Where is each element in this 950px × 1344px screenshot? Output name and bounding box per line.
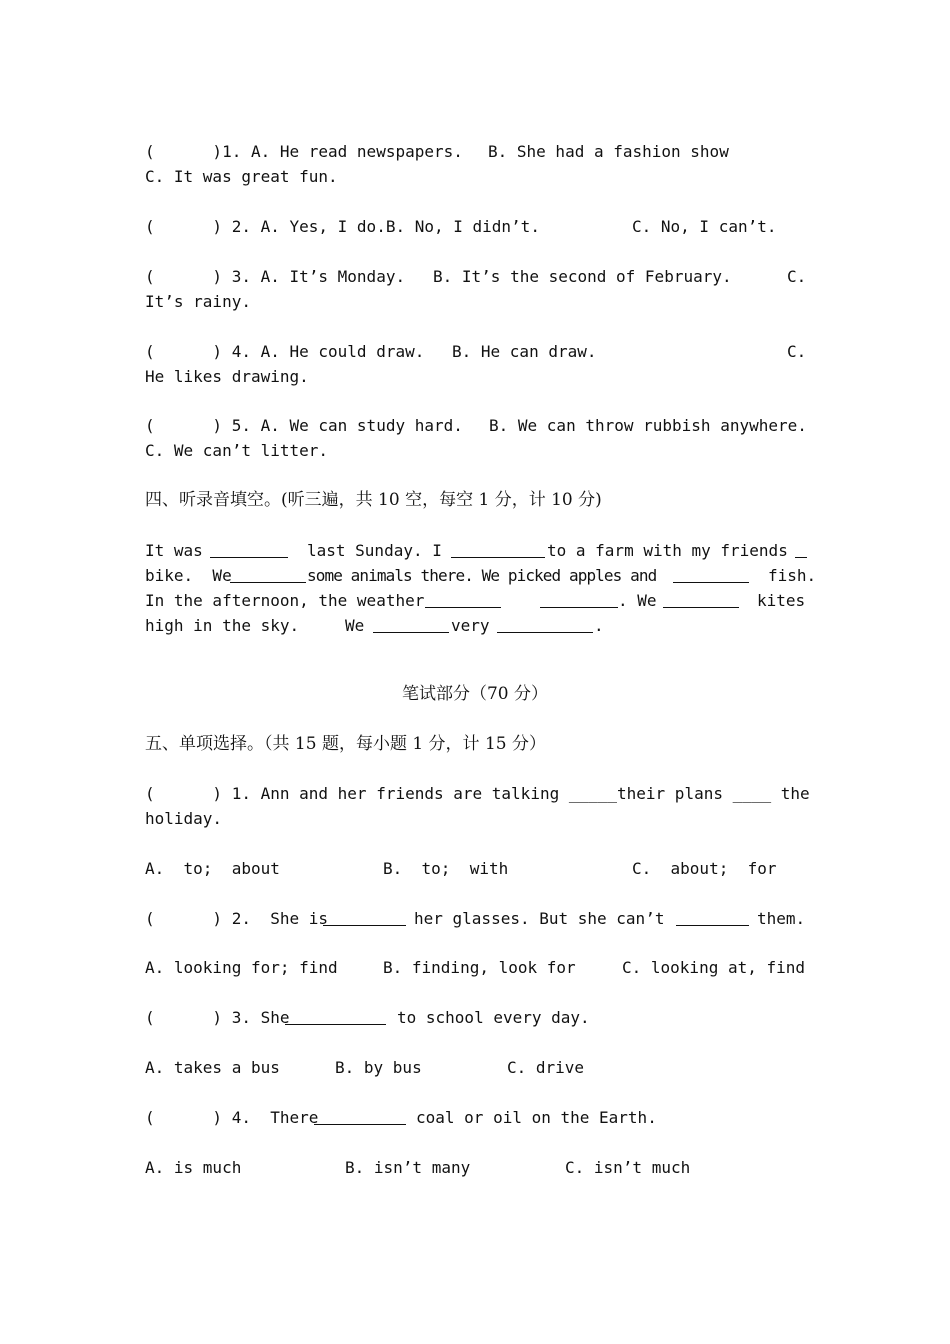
passage-text: bike. We [145,566,232,585]
passage-text: high in the sky. [145,616,300,635]
option-a: A. to; about [145,859,280,878]
option-c: C. drive [507,1058,585,1077]
question-stem: ( ) 3. She [145,1008,290,1027]
answer-blank-5[interactable] [673,566,749,583]
option-b: B. finding, look for [383,958,576,977]
option-c: C. isn’t much [565,1158,691,1177]
passage-text: some animals there. We picked apples and [307,566,657,585]
passage-text: We [345,616,365,635]
option-b: B. He can draw. [452,342,597,361]
answer-blank-2[interactable] [451,541,545,558]
answer-blank[interactable] [285,1008,386,1025]
option-c: C. looking at, find [622,958,806,977]
passage-text: very [451,616,490,635]
passage-text: last Sunday. I [307,541,442,560]
option-c: He likes drawing. [145,367,309,386]
written-part-title: 笔试部分（70 分） [401,684,549,704]
option-c: C. about; for [632,859,777,878]
answer-blank-10[interactable] [497,616,593,633]
section-4-heading: 四、听录音填空。(听三遍，共 10 空，每空 1 分，计 10 分) [145,490,602,510]
option-c-label: C. [787,267,807,286]
question-stem: ( ) 2. A. Yes, I do.B. No, I didn’t. [145,217,540,236]
answer-blank[interactable] [676,909,749,926]
answer-blank-3[interactable] [795,541,807,558]
option-a: A. is much [145,1158,242,1177]
question-stem-cont: holiday. [145,809,223,828]
answer-blank-6[interactable] [425,591,501,608]
passage-text: . We [618,591,657,610]
option-c-label: C. [787,342,807,361]
option-c: C. We can’t litter. [145,441,329,460]
question-stem: ( ) 2. She is [145,909,329,928]
question-stem: coal or oil on the Earth. [416,1108,657,1127]
option-c: C. It was great fun. [145,167,338,186]
question-stem: them. [757,909,806,928]
option-c: It’s rainy. [145,292,251,311]
question-stem: ( ) 1. Ann and her friends are talking _____their plans ____ the [145,784,810,803]
answer-blank[interactable] [314,1108,406,1125]
passage-text: In the afternoon, the weather [145,591,425,610]
answer-blank-8[interactable] [663,591,739,608]
option-b: B. by bus [335,1058,422,1077]
answer-blank-9[interactable] [373,616,449,633]
section-5-heading: 五、单项选择。（共 15 题，每小题 1 分，计 15 分） [145,734,547,754]
question-stem: to school every day. [397,1008,590,1027]
question-stem: ( ) 4. A. He could draw. [145,342,425,361]
option-b: B. We can throw rubbish anywhere. [489,416,807,435]
option-b: B. It’s the second of February. [433,267,732,286]
passage-text: kites [757,591,806,610]
question-stem: ( )1. A. He read newspapers. [145,142,463,161]
passage-text: It was [145,541,203,560]
option-c: C. No, I can’t. [632,217,777,236]
answer-blank-1[interactable] [210,541,288,558]
answer-blank[interactable] [323,909,406,926]
answer-blank-7[interactable] [540,591,618,608]
question-stem: ( ) 4. There [145,1108,319,1127]
question-stem: ( ) 3. A. It’s Monday. [145,267,406,286]
option-b: B. She had a fashion show [488,142,729,161]
question-stem: ( ) 5. A. We can study hard. [145,416,463,435]
passage-text: to a farm with my friends [547,541,788,560]
option-b: B. to; with [383,859,509,878]
answer-blank-4[interactable] [230,566,306,583]
passage-text: fish. [768,566,817,585]
option-a: A. takes a bus [145,1058,280,1077]
passage-text: . [594,616,604,635]
question-stem: her glasses. But she can’t [414,909,665,928]
option-a: A. looking for; find [145,958,338,977]
option-b: B. isn’t many [345,1158,471,1177]
